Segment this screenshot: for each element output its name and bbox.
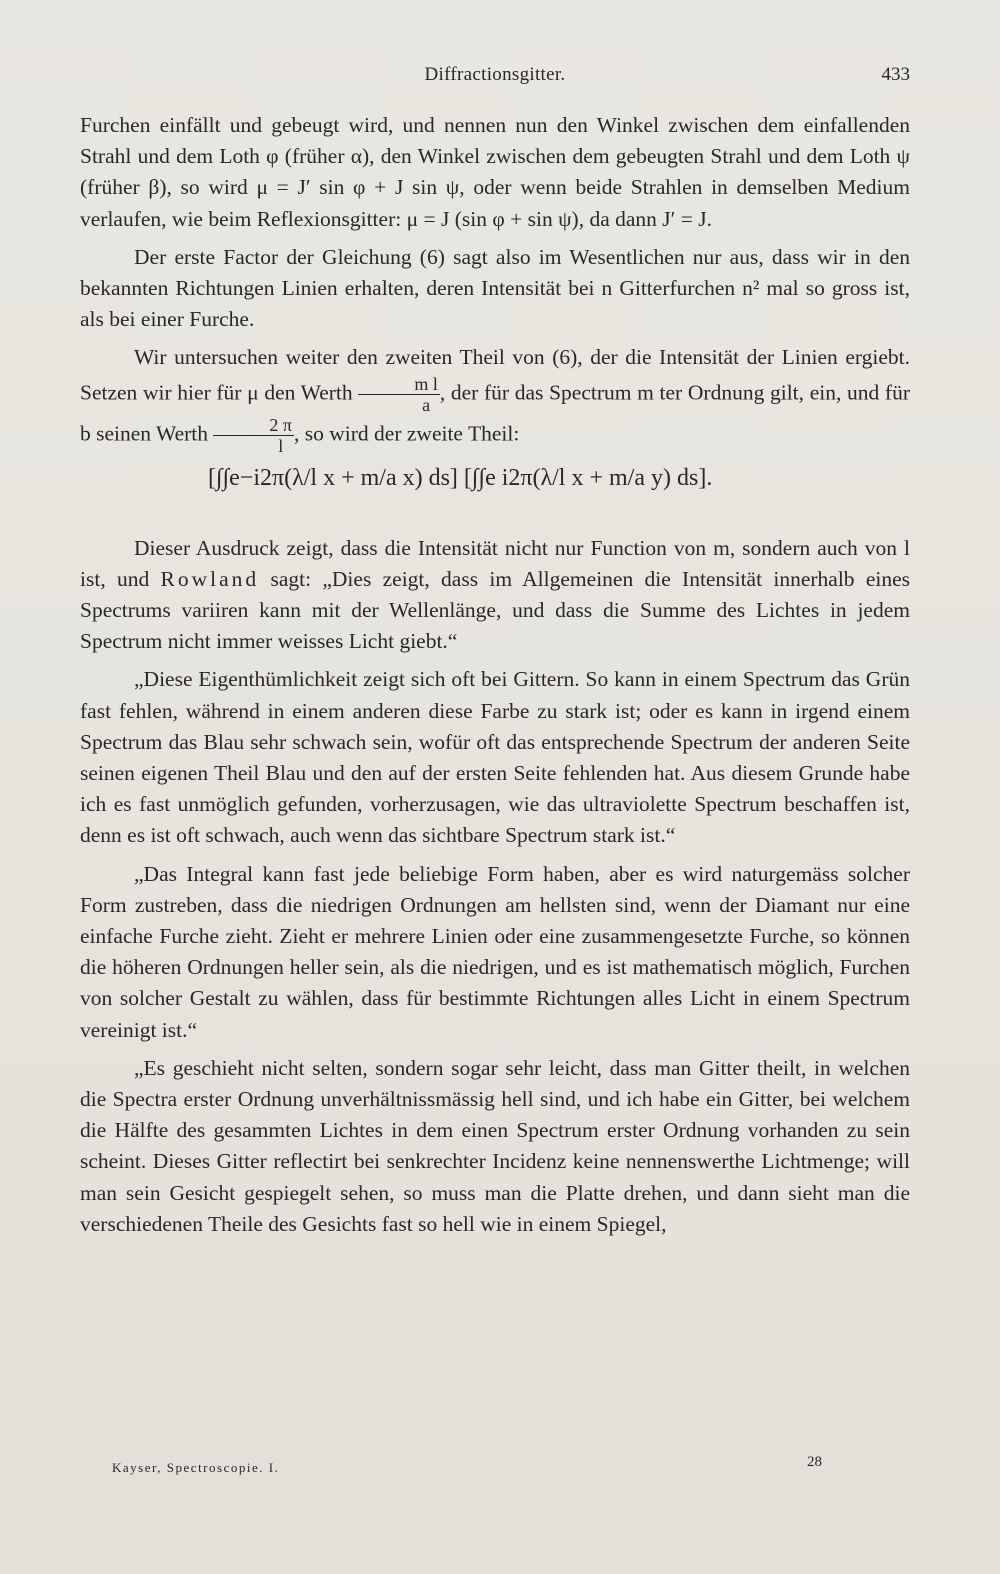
- text-run: sagt: „Dies zeigt, dass im Allgemeinen die Intensität innerhalb eines Spectrums variiren kann mit der Wellenlänge, und dass die Summe des Lichtes in jedem Spectrum nicht immer weisses Licht giebt.“: [80, 566, 910, 654]
- page-footer: [112, 1454, 822, 1476]
- signature-mark: 28: [807, 1454, 822, 1470]
- fraction-numerator: 2 π: [213, 415, 294, 436]
- book-reference: Kayser, Spectroscopie. I.: [112, 1460, 280, 1475]
- text-run: , der für das Spectrum m ter Ordnung gilt, ein, und für b seinen Werth: [80, 380, 910, 446]
- paragraph: [80, 342, 910, 455]
- text-run: , so wird der zweite Theil:: [294, 421, 520, 446]
- text-run: Dieser Ausdruck zeigt, dass die Intensität nicht nur Function von m, sondern auch von l ist, und: [80, 535, 910, 591]
- fraction-denominator: l: [278, 435, 284, 456]
- fraction-denominator: a: [422, 394, 431, 415]
- paragraph: [80, 533, 910, 658]
- quote-paragraph: „Es geschieht nicht selten, sondern sogar sehr leicht, dass man Gitter theilt, in welchen die Spectra erster Ordnung unverhältnissmässig hell sind, und ich habe ein Gitter, bei welchem die Hälfte des gesammten Lichtes in dem einen Spectrum erster Ordnung vorhanden zu sein scheint. Dieses Gitter reflectirt bei senkrechter Incidenz keine nennenswerthe Lichtmenge; will man sein Gesicht gespiegelt sehen, so muss man die Platte drehen, und dann sieht man die verschiedenen Theile des Gesichts fast so hell wie in einem Spiegel,: [80, 1055, 910, 1236]
- fraction: [213, 415, 294, 456]
- formula-block: [80, 463, 910, 525]
- running-header: [80, 60, 910, 92]
- fraction-numerator: m l: [358, 374, 440, 395]
- author-name: Rowland: [160, 566, 260, 591]
- running-title: Diffractionsgitter.: [424, 64, 566, 85]
- paragraph: Der erste Factor der Gleichung (6) sagt also im Wesentlichen nur aus, dass wir in den bekannten Richtungen Linien erhalten, deren Intensität bei n Gitterfurchen n² mal so gross ist, als bei einer Furche.: [80, 244, 910, 332]
- page-number: 433: [881, 64, 910, 85]
- fraction: [358, 374, 440, 415]
- quote-paragraph: „Diese Eigenthümlichkeit zeigt sich oft bei Gittern. So kann in einem Spectrum das Grün fast fehlen, während in einem anderen diese Farbe zu stark ist; oder es kann in irgend einem Spectrum das Blau sehr schwach sein, wofür oft das entsprechende Spectrum der anderen Seite seinen eigenen Theil Blau und den auf der ersten Seite fehlenden hat. Aus diesem Grunde habe ich es fast unmöglich gefunden, vorherzusagen, wie das ultraviolette Spectrum beschaffen ist, denn es ist oft schwach, auch wenn das sichtbare Spectrum stark ist.“: [80, 667, 910, 848]
- integral-formula: [∫∫e−i2π(λ/l x + m/a x) ds] [∫∫e i2π(λ/l x + m/a y) ds].: [208, 464, 713, 491]
- text-run: Wir untersuchen weiter den zweiten Theil von (6), der die Intensität der Linien ergiebt. Setzen wir hier für μ den Werth: [80, 345, 910, 405]
- paragraph: Furchen einfällt und gebeugt wird, und nennen nun den Winkel zwischen dem einfallenden Strahl und dem Loth φ (früher α), den Winkel zwischen dem gebeugten Strahl und dem Loth ψ (früher β), so wird μ = J′ sin φ + J sin ψ, oder wenn beide Strahlen in demselben Medium verlaufen, wie beim Reflexionsgitter: μ = J (sin φ + sin ψ), da dann J′ = J.: [80, 113, 910, 231]
- quote-paragraph: „Das Integral kann fast jede beliebige Form haben, aber es wird naturgemäss solcher Form zustreben, dass die niedrigen Ordnungen am hellsten sind, wenn der Diamant nur eine einfache Furche zieht. Zieht er mehrere Linien oder eine zusammengesetzte Furche, so können die höheren Ordnungen heller sein, als die niedrigen, und es ist mathematisch möglich, Furchen von solcher Gestalt zu wählen, dass für bestimmte Richtungen alles Licht in einem Spectrum vereinigt ist.“: [80, 861, 910, 1042]
- body-text: [80, 110, 910, 1247]
